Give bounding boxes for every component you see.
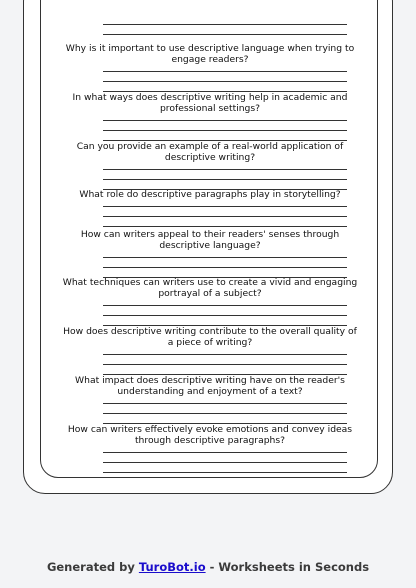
answer-line[interactable]	[103, 354, 347, 355]
answer-line[interactable]	[103, 81, 347, 82]
answer-line[interactable]	[103, 130, 347, 131]
question-text: How can writers appeal to their readers' senses through descriptive language?	[80, 229, 340, 251]
answer-line[interactable]	[103, 257, 347, 258]
answer-line[interactable]	[103, 169, 347, 170]
question-text: How can writers effectively evoke emotions and convey ideas through descriptive paragraphs?	[67, 424, 353, 446]
footer-suffix: - Worksheets in Seconds	[209, 560, 370, 574]
question-text: In what ways does descriptive writing help in academic and professional settings?	[72, 92, 348, 114]
answer-line[interactable]	[103, 120, 347, 121]
question-text: Can you provide an example of a real-world application of descriptive writing?	[76, 141, 344, 163]
worksheet-inner-border	[40, 0, 378, 478]
answer-line[interactable]	[103, 462, 347, 463]
question-text: What techniques can writers use to create a vivid and engaging portrayal of a subject?	[62, 277, 358, 299]
answer-line[interactable]	[103, 305, 347, 306]
question-text: What impact does descriptive writing have on the reader's understanding and enjoyment of a text?	[75, 375, 345, 397]
answer-line[interactable]	[103, 267, 347, 268]
answer-line[interactable]	[103, 206, 347, 207]
answer-line[interactable]	[103, 403, 347, 404]
answer-line[interactable]	[103, 179, 347, 180]
footer	[0, 560, 416, 574]
answer-line	[103, 24, 347, 25]
answer-line[interactable]	[103, 364, 347, 365]
answer-line[interactable]	[103, 216, 347, 217]
answer-line[interactable]	[103, 71, 347, 72]
answer-line	[103, 34, 347, 35]
worksheet-sheet	[23, 0, 393, 494]
answer-line[interactable]	[103, 315, 347, 316]
question-text: Why is it important to use descriptive language when trying to engage readers?	[65, 43, 355, 65]
question-text: What role do descriptive paragraphs play in storytelling?	[79, 189, 341, 200]
answer-line[interactable]	[103, 452, 347, 453]
answer-line[interactable]	[103, 413, 347, 414]
turobot-link[interactable]: TuroBot.io	[138, 560, 206, 574]
question-text: How does descriptive writing contribute to the overall quality of a piece of writing?	[63, 326, 357, 348]
answer-line[interactable]	[103, 226, 347, 227]
answer-line[interactable]	[103, 472, 347, 473]
footer-prefix: Generated by	[46, 560, 135, 574]
